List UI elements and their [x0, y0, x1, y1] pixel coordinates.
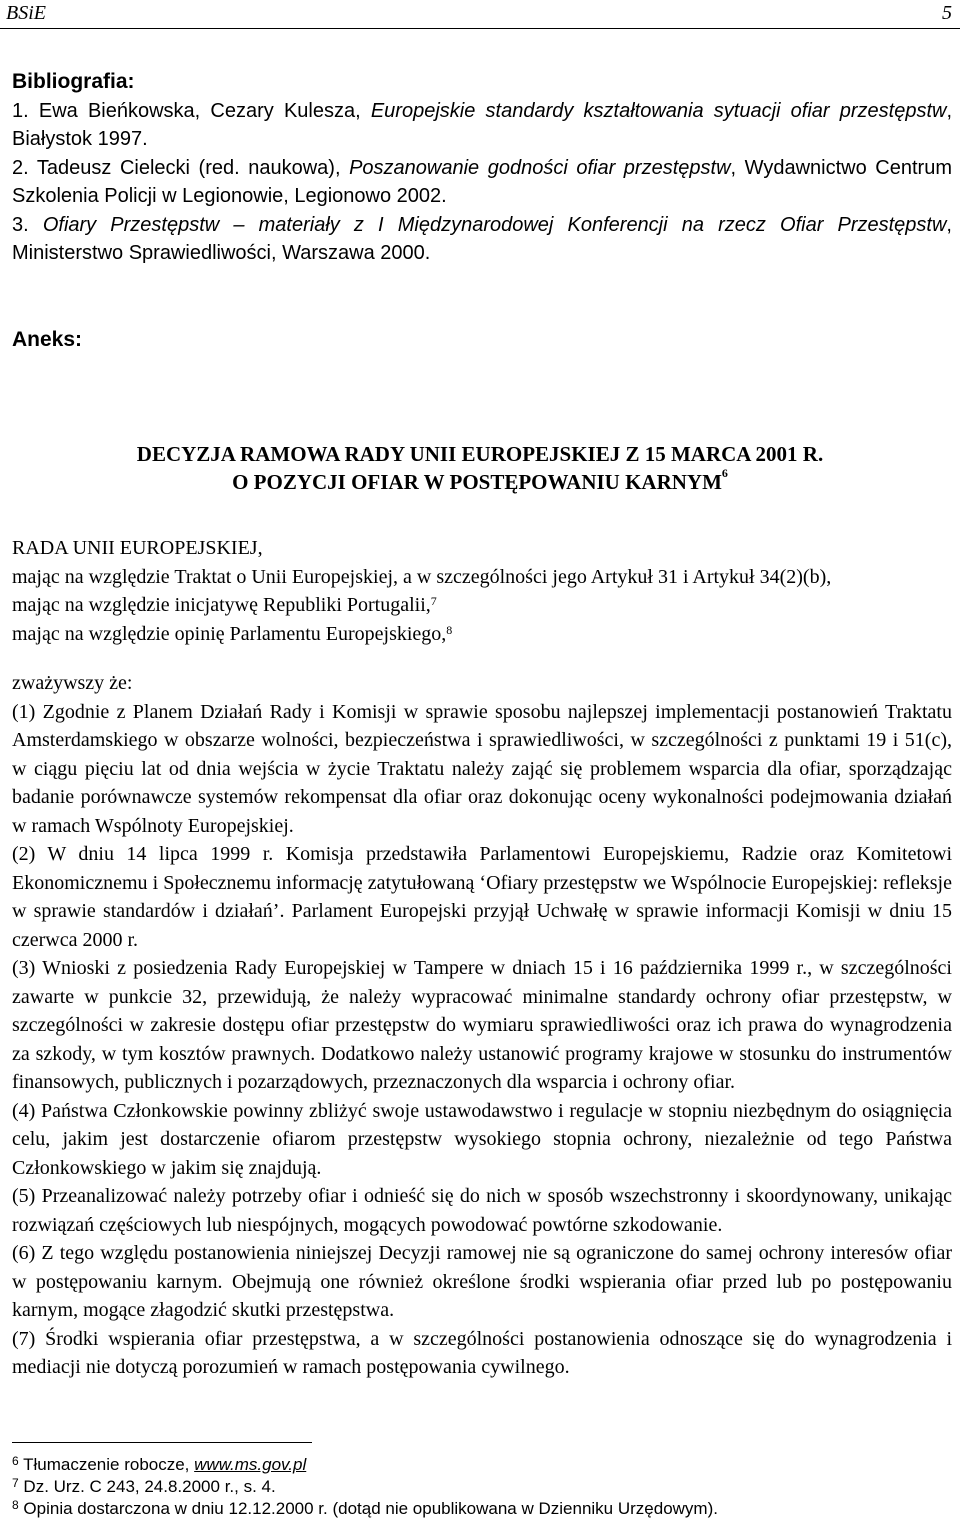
bibliography-heading: Bibliografia:: [12, 70, 135, 93]
recital-6: (6) Z tego względu postanowienia niniejszej Decyzji ramowej nie są ograniczone do samej ochrony interesów ofiar w postępowaniu karnym. Obejmują one również określone środki wspierania ofiar przed lub po postępowaniu karnym, mogące złagodzić skutki przestępstwa.: [12, 1242, 952, 1321]
having-regard-3: mając na względzie opinię Parlamentu Europejskiego,$^8$: [12, 622, 453, 645]
footnote-8: $^8$ Opinia dostarczona w dniu 12.12.2000 r. (dotąd nie opublikowana w Dzienniku Urzędowym).: [12, 1498, 718, 1518]
header-page-number: 5: [942, 2, 952, 24]
bibliography-item-2: 2. Tadeusz Cielecki (red. naukowa), Poszanowanie godności ofiar przestępstw, Wydawnictwo Centrum Szkolenia Policji w Legionowie, Legionowo 2002.: [12, 156, 952, 207]
footnote-link[interactable]: www.ms.gov.pl: [194, 1455, 307, 1474]
footnote-rule: [12, 1442, 312, 1443]
recital-3: (3) Wnioski z posiedzenia Rady Europejskiej w Tampere w dniach 15 i 16 października 1999 r., w szczególności zawarte w punkcie 32, przewidują, że należy wypracować minimalne standardy ochrony ofiar przestępstw, w szczególności w zakresie dostępu ofiar przestępstw do wymiaru sprawiedliwości oraz ich prawa do wynagrodzenia za szkody, w tym kosztów prawnych. Dodatkowo należy ustanowić programy krajowe w stosunku do instrumentów finansowych, publicznych i pozarządowych, przeznaczonych dla wsparcia i ochrony ofiar.: [12, 957, 952, 1093]
header-journal: BSiE: [6, 2, 46, 24]
having-regard-2: mając na względzie inicjatywę Republiki Portugalii,$^7$: [12, 594, 437, 616]
recital-5: (5) Przeanalizować należy potrzeby ofiar i odnieść się do nich w sposób wszechstronny i skoordynowany, unikając rozwiązań częściowych lub niespójnych, mogących powodować powtórne szkodowanie.: [12, 1185, 952, 1236]
decision-title-line-1: DECYZJA RAMOWA RADY UNII EUROPEJSKIEJ Z 15 MARCA 2001 R.: [136, 442, 824, 466]
footnote-ref-6: 6: [721, 466, 728, 480]
recital-4: (4) Państwa Członkowskie powinny zbliżyć swoje ustawodawstwo i regulacje w stopniu niezbędnym do osiągnięcia celu, jakim jest dostarczenie ofiarom przestępstw wysokiego stopnia ochrony, niezależnie od tego Państwa Członkowskiego w jakim się znajdują.: [12, 1099, 952, 1179]
recital-1: (1) Zgodnie z Planem Działań Rady i Komisji w sprawie sposobu najlepszej implementacji postanowień Traktatu Amsterdamskiego w obszarze wolności, bezpieczeństwa i sprawiedliwości, w szczególności z punktami 19 i 51(c), w ciągu pięciu lat od dnia wejścia w życie Traktatu należy zająć się problemem wsparcia dla ofiar, sporządzając badanie porównawcze systemów rekompensat dla ofiar oraz dokonując oceny wykonalności podejmowania działań w ramach Wspólnoty Europejskiej.: [12, 700, 952, 837]
having-regard-1: mając na względzie Traktat o Unii Europejskiej, a w szczególności jego Artykuł 31 i Artykuł 34(2)(b),: [12, 565, 832, 588]
bibliography-section: [12, 68, 952, 268]
decision-preamble: [12, 534, 952, 648]
footnote-6: $^6$ Tłumaczenie robocze, www.ms.gov.pl: [12, 1454, 307, 1474]
decision-title-line-2: O POZYCJI OFIAR W POSTĘPOWANIU KARNYM$^6$: [232, 466, 728, 494]
bibliography-item-1: 1. Ewa Bieńkowska, Cezary Kulesza, Europejskie standardy kształtowania sytuacji ofiar przestępstw, Białystok 1997.: [12, 99, 953, 150]
recital-2: (2) W dniu 14 lipca 1999 r. Komisja przedstawiła Parlamentowi Europejskiemu, Radzie oraz Komitetowi Ekonomicznemu i Społecznemu informację zatytułowaną ‘Ofiary przestępstw we Wspólnocie Europejskiej: refleksje w sprawie standardów i działań’. Parlament Europejski przyjął Uchwałę w sprawie informacji Komisji w dniu 15 czerwca 2000 r.: [12, 843, 952, 951]
whereas-line: zważywszy że:: [12, 672, 133, 694]
footnote-ref-8: 8: [446, 622, 453, 637]
header-rule: [0, 28, 960, 29]
annex-heading: Aneks:: [12, 328, 83, 351]
bibliography-item-3: 3. Ofiary Przestępstw – materiały z I Międzynarodowej Konferencji na rzecz Ofiar Przestępstw, Ministerstwo Sprawiedliwości, Warszawa 2000.: [12, 213, 952, 264]
footnote-7: $^7$ Dz. Urz. C 243, 24.8.2000 r., s. 4.: [12, 1476, 276, 1496]
recital-7: (7) Środki wspierania ofiar przestępstwa, a w szczególności postanowienia odnoszące się do wynagrodzenia i mediacji nie dotyczą porozumień w ramach postępowania cywilnego.: [12, 1327, 952, 1378]
council-line: RADA UNII EUROPEJSKIEJ,: [12, 537, 263, 559]
recitals-section: [12, 669, 952, 1382]
footnote-ref-7: 7: [430, 594, 437, 608]
